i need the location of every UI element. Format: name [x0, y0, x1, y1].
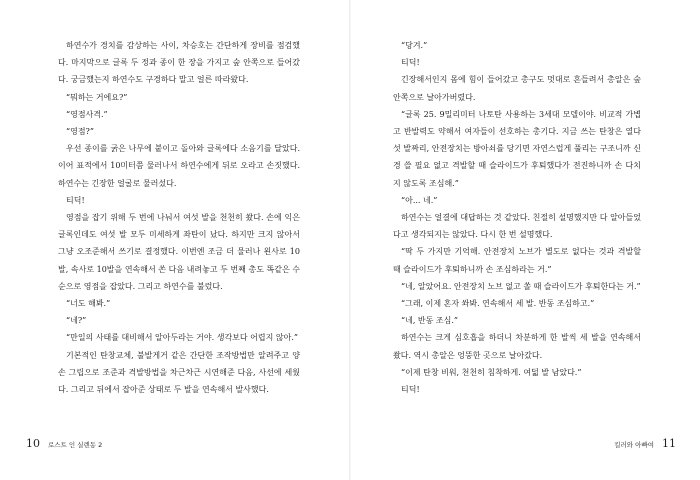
paragraph: “네?” [66, 316, 87, 326]
paragraph: 하연수는 얼결에 대답하는 것 같았다. 친절히 설명했지만 다 알아들었다고 생각되지는 않았다. 다시 한 번 설명했다. [393, 213, 641, 240]
paragraph: 하연수가 경치를 감상하는 사이, 차승호는 간단하게 장비를 점검했다. 마지막으로 글록 두 정과 종이 한 장을 가지고 숲 안쪽으로 들어갔다. 궁금했는지 하연수도 구경하다 말고 얼른 따라왔다. [58, 41, 300, 85]
paragraph: “당겨.” [401, 41, 428, 50]
paragraph: “딱 두 가지만 기억해. 안전장치 노브가 별도로 없다는 것과 격발할 때 슬라이드가 후퇴하니까 손 조심하라는 거.” [393, 247, 641, 274]
left-page-footer [26, 437, 102, 450]
right-page-footer [614, 437, 676, 450]
paragraph: “아... 네.” [401, 195, 438, 205]
right-page [350, 0, 700, 480]
paragraph: “뭐하는 거에요?” [66, 92, 128, 102]
left-page-body [58, 37, 300, 398]
running-title: 로스트 인 실렌동 2 [48, 441, 103, 449]
paragraph: 영점을 잡기 위해 두 번에 나눠서 여섯 발을 천천히 쐈다. 손에 익은 글록인데도 여섯 발 모두 미세하게 좌탄이 났다. 하지만 크지 않아서 그냥 오조준해서 쓰기로 결정했다. 이번엔 조금 더 물러나 왼사로 10발, 속사로 10발을 연속해서 쏜 다음 내려놓고 두 번째 총도 똑같은 수순으로 영점을 잡았다. 그리고 하연수를 불렀다. [58, 213, 300, 291]
paragraph: “이제 탄창 비워, 천천히 침착하게. 여덟 발 남았다.” [401, 367, 582, 377]
right-page-body [393, 37, 641, 398]
paragraph: 하연수는 크게 심호흡을 하더니 차분하게 한 발씩 세 발을 연속해서 쐈다. 역시 총알은 엉뚱한 곳으로 날아갔다. [393, 333, 641, 360]
paragraph: 우선 종이를 굵은 나무에 붙이고 돌아와 글록에다 소음기를 달았다. 이어 표적에서 10미터쯤 물러나서 하연수에게 뒤로 오라고 손짓했다. 하연수는 긴장한 얼굴로 물러섰다. [58, 144, 300, 188]
paragraph: “글록 25. 9밀리미터 나토탄 사용하는 3세대 모델이야. 비교적 가볍고 반발력도 약해서 여자들이 선호하는 총기다. 지금 쓰는 탄창은 열다섯 발짜리, 안전장치는 방아쇠를 당기면 자연스럽게 풀리는 구조니까 신경 쓸 필요 없고 격발할 때 슬라이드가 후퇴했다가 전진하니까 손 다치지 않도록 조심해.” [393, 109, 641, 188]
paragraph: “네, 반동 조심.” [401, 316, 458, 326]
paragraph: 티딕! [401, 58, 420, 68]
page-number: 11 [662, 437, 676, 450]
paragraph: 긴장해서인지 몸에 힘이 들어갔고 총구도 멋대로 흔들려서 총알은 숲 안쪽으로 날아가버렸다. [393, 75, 641, 102]
paragraph: 기본적인 탄창교체, 불발게거 같은 간단한 조작방법만 알려주고 양손 그립으로 조준과 격발방법을 차근차근 시연해준 다음, 사선에 세웠다. 그리고 뒤에서 잡아준 상태로 두 발을 연속해서 발사했다. [58, 350, 300, 395]
paragraph: 티딕! [401, 385, 420, 395]
paragraph: “그래, 이제 혼자 쏴봐. 연속해서 세 발. 반동 조심하고.” [401, 299, 595, 309]
page-number: 10 [26, 437, 40, 450]
paragraph: “네, 알았어요. 안전장치 노브 없고 쏠 때 슬라이드가 후퇴한다는 거.” [401, 281, 641, 291]
paragraph: “만일의 사태를 대비해서 알아두라는 거야. 생각보다 어렵지 않아.” [66, 333, 298, 343]
paragraph: “너도 해봐.” [66, 299, 111, 309]
running-title: 킬러와 아빠여 [614, 441, 654, 449]
paragraph: “영점?” [66, 127, 94, 137]
paragraph: 티딕! [66, 195, 85, 205]
paragraph: “영점사격.” [66, 109, 108, 119]
